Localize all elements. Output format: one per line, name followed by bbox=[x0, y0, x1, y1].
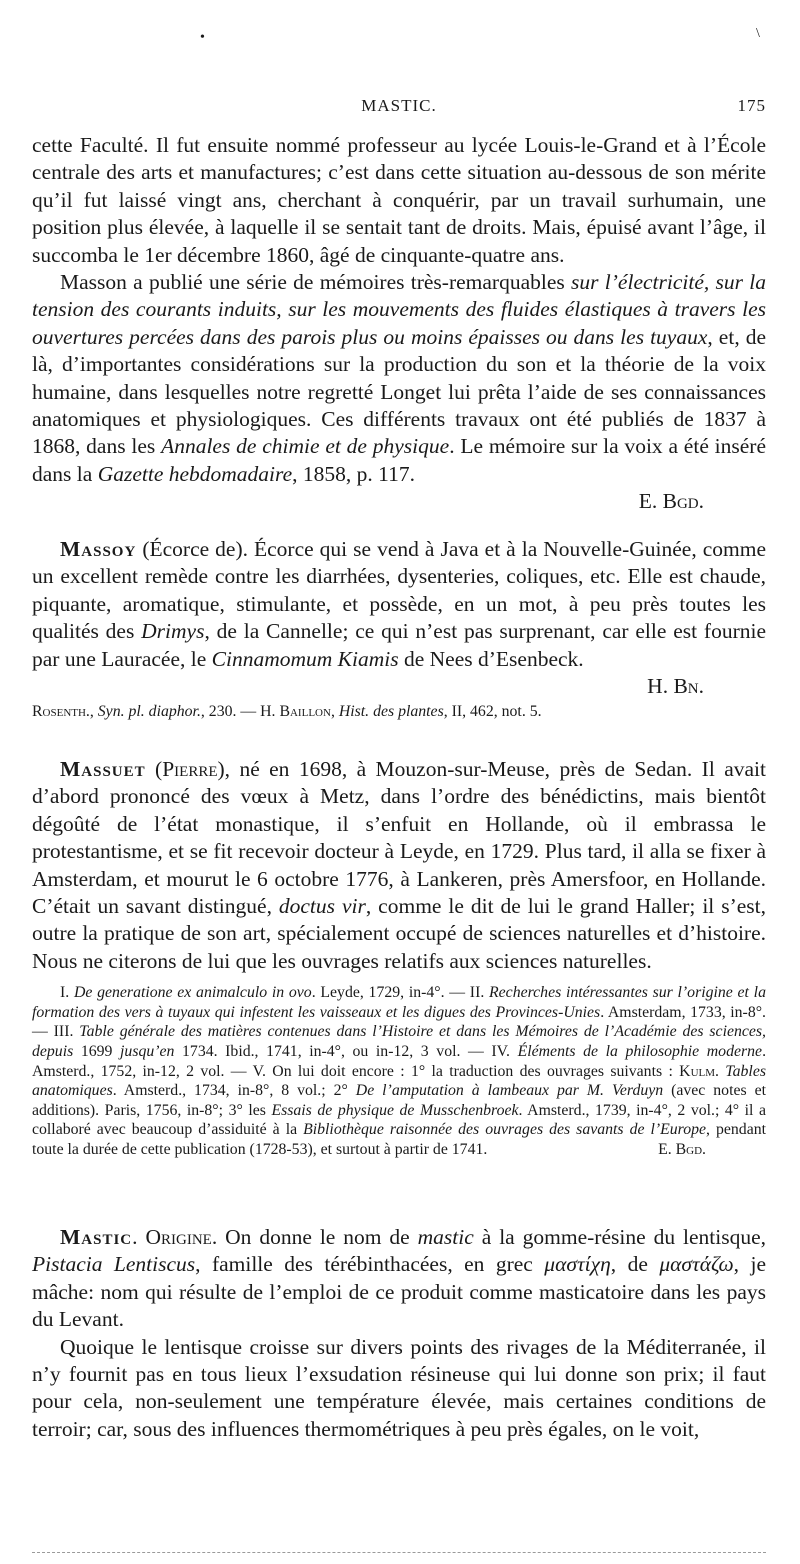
author-signature: E. Bgd. bbox=[638, 489, 704, 514]
author-signature: H. Bn. bbox=[647, 674, 704, 699]
bottom-rule bbox=[32, 1552, 766, 1553]
entry-headword: Massuet bbox=[60, 757, 146, 781]
entry-headword: Massoy bbox=[60, 537, 137, 561]
entry-masson bbox=[32, 132, 766, 516]
speck-mark: • bbox=[200, 30, 205, 45]
running-title: MASTIC. bbox=[361, 96, 437, 115]
speck-mark: \ bbox=[756, 26, 760, 41]
running-header bbox=[32, 96, 766, 122]
paragraph: Masson a publié une série de mémoires très-remarquables sur l’électricité, sur la tension des courants induits, sur les mouvements des fluides élastiques à travers les ouvertures percées dans des parois plus ou moins épaisses ou dans les tuyaux, et, de là, d’importantes considérations sur la production du son et la théorie de la voix humaine, dans lesquelles notre regretté Longet lui prêta l’aide de ses connaissances anatomiques et physiologiques. Ces différents travaux ont été publiés de 1837 à 1868, dans les Annales de chimie et de physique. Le mémoire sur la voix a été inséré dans la Gazette hebdomadaire, 1858, p. 117. bbox=[32, 270, 767, 486]
paragraph: Quoique le lentisque croisse sur divers points des rivages de la Méditerranée, il n’y fournit pas en tous lieux l’exsudation résineuse qui lui donne son prix; il faut pour cela, non-seulement une température élevée, mais certaines conditions de terroir; car, sous des influences thermométriques à peu près égales, on le voit, bbox=[32, 1334, 766, 1441]
entry-massoy bbox=[32, 536, 766, 722]
paragraph: Massuet (Pierre), né en 1698, à Mouzon-sur-Meuse, près de Sedan. Il avait d’abord prononcé des vœux à Metz, dans l’ordre des bénédictins, mais bientôt dégoûté de l’état monastique, il s’enfuit en Hollande, où il embrassa le protestantisme, et se fit recevoir docteur à Leyde, en 1729. Plus tard, il alla se fixer à Amsterdam, et mourut le 6 octobre 1776, à Lankeren, près Amersfoor, en Hollande. C’était un savant distingué, doctus vir, comme le dit de lui le grand Haller; il s’est, outre la pratique de son art, spécialement occupé de sciences naturelles et d’histoire. Nous ne citerons de lui que les ouvrages relatifs aux sciences naturelles. bbox=[32, 757, 766, 973]
entry-headword: Mastic bbox=[60, 1225, 133, 1249]
bibliography: Rosenth., Syn. pl. diaphor., 230. — H. Baillon, Hist. des plantes, II, 462, not. 5. bbox=[32, 703, 542, 721]
entry-mastic bbox=[32, 1224, 766, 1443]
page-number: 175 bbox=[737, 96, 766, 115]
section-heading: Origine bbox=[145, 1225, 212, 1249]
paragraph: Mastic. Origine. On donne le nom de mastic à la gomme-résine du lentisque, Pistacia Lentiscus, famille des térébinthacées, en grec μαστίχη, de μαστάζω, je mâche: nom qui résulte de l’emploi de ce produit comme masticatoire dans les pays du Levant. bbox=[32, 1225, 766, 1332]
author-signature: E. Bgd. bbox=[658, 1141, 706, 1158]
bibliography: I. De generatione ex animalculo in ovo. Leyde, 1729, in-4°. — II. Recherches intéressantes sur l’origine et la formation des vers à tuyaux qui infestent les vaisseaux et les digues des Provinces-Unies. Amsterdam, 1733, in-8°. — III. Table générale des matières contenues dans l’Histoire et dans les Mémoires de l’Académie des sciences, depuis 1699 jusqu’en 1734. Ibid., 1741, in-4°, ou in-12, 3 vol. — IV. Éléments de la philosophie moderne. Amsterd., 1752, in-12, 2 vol. — V. On lui doit encore : 1° la traduction des ouvrages suivants : Kulm. Tables anatomiques. Amsterd., 1734, in-8°, 8 vol.; 2° De l’amputation à lambeaux par M. Verduyn (avec notes et additions). Paris, 1756, in-8°; 3° les Essais de physique de Musschenbroek. Amsterd., 1739, in-4°, 2 vol.; 4° il a collaboré avec beaucoup d’assiduité à la Bibliothèque raisonnée des ouvrages des savants de l’Europe, pendant toute la durée de cette publication (1728-53), et surtout à partir de 1741. E. Bgd. bbox=[32, 984, 767, 1158]
paragraph: Massoy (Écorce de). Écorce qui se vend à Java et à la Nouvelle-Guinée, comme un excellent remède contre les diarrhées, dysenteries, coliques, etc. Elle est chaude, piquante, aromatique, stimulante, et possède, en un mot, à peu près toutes les qualités des Drimys, de la Cannelle; ce qui n’est pas surprenant, car elle est fournie par une Lauracée, le Cinnamomum Kiamis de Nees d’Esenbeck. bbox=[32, 537, 766, 671]
entry-massuet bbox=[32, 756, 766, 1160]
paragraph: cette Faculté. Il fut ensuite nommé professeur au lycée Louis-le-Grand et à l’École centrale des arts et manufactures; c’est dans cette situation au-dessous de son mérite qu’il fut laissé vingt ans, cherchant à conquérir, par un travail surhumain, une position plus élevée, à laquelle il se sentait tant de droits. Mais, épuisé avant l’âge, il succomba le 1er décembre 1860, âgé de cinquante-quatre ans. bbox=[32, 133, 766, 267]
